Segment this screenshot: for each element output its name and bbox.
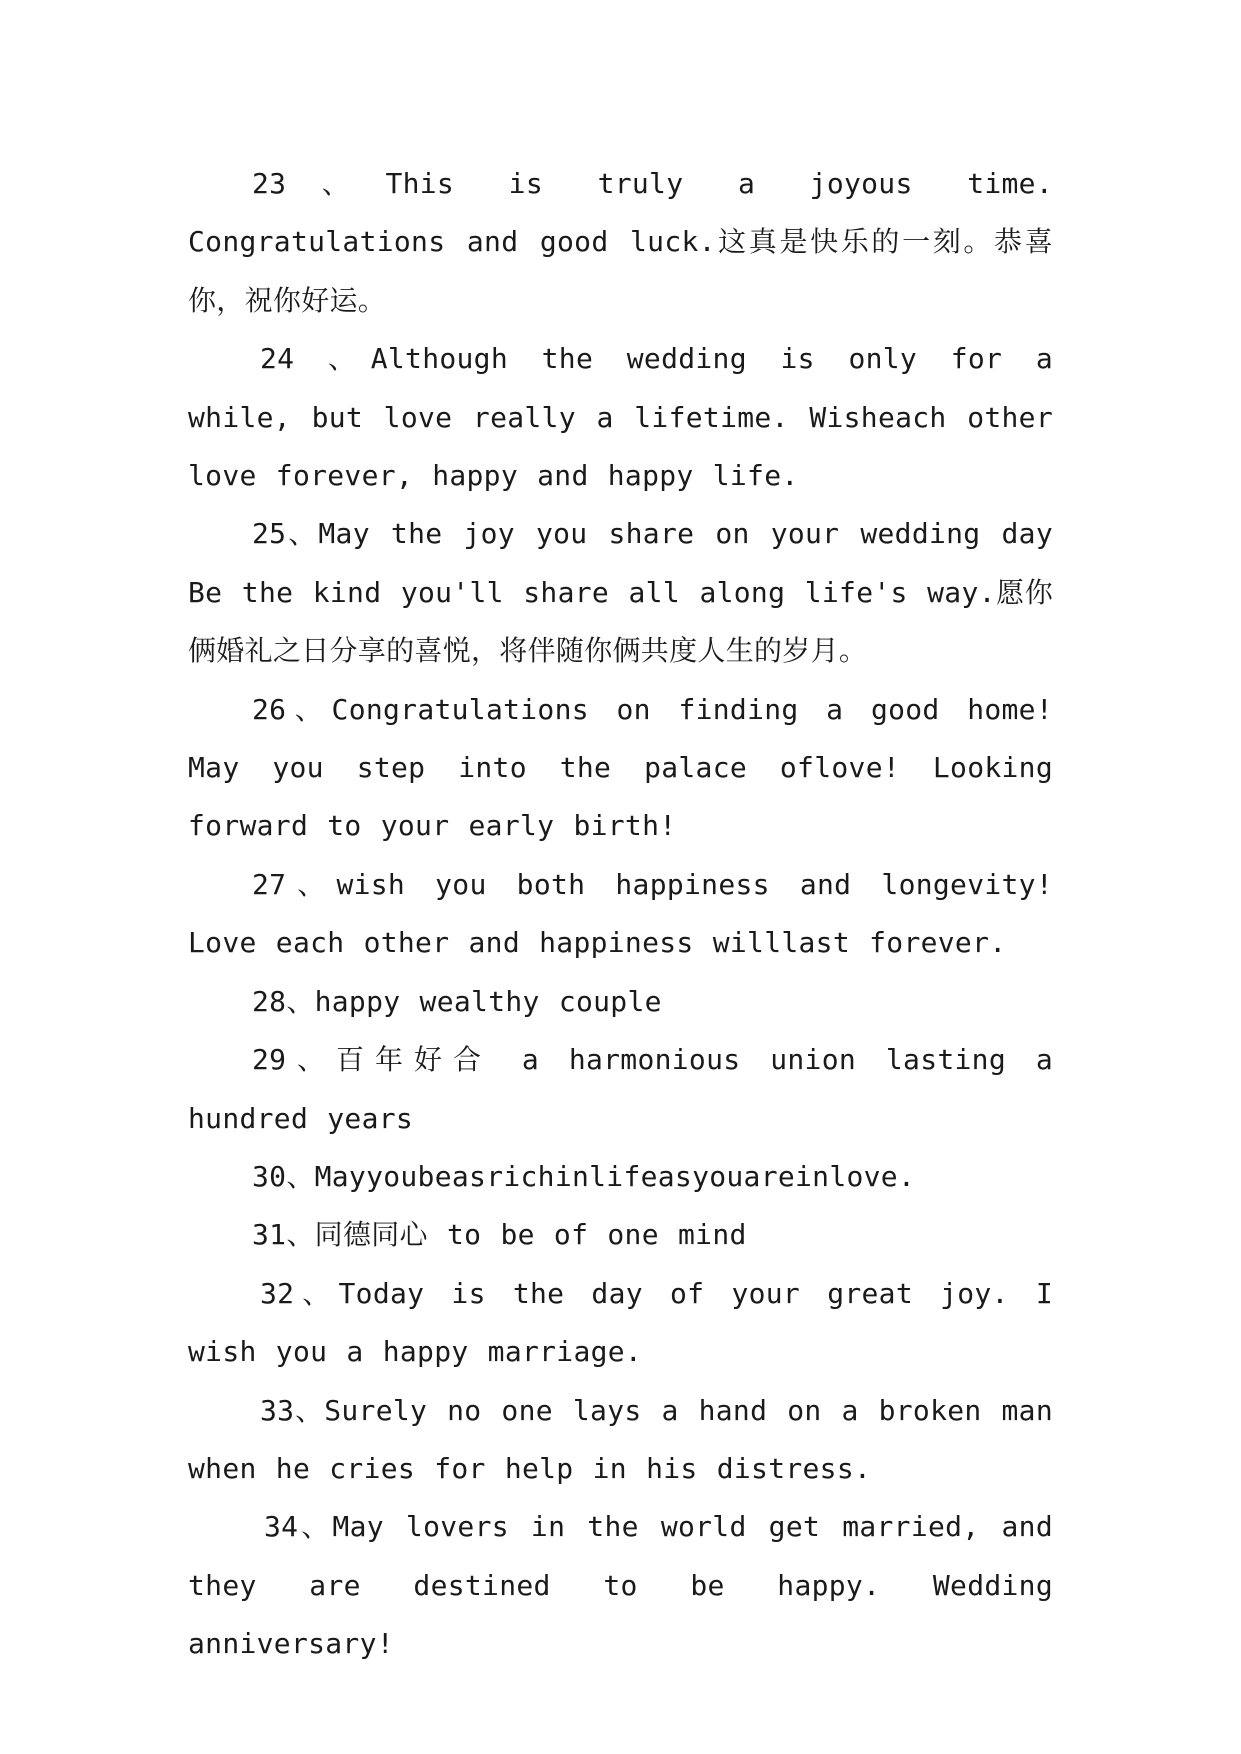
paragraph-24: 24 、Although the wedding is only for a while, but love really a lifetime. Wisheach other love forever, happy and happy life.	[188, 342, 1053, 493]
paragraph-32: 32、Today is the day of your great joy. I wish you a happy marriage.	[188, 1276, 1053, 1369]
paragraph-29: 29、百年好合 a harmonious union lasting a hundred years	[188, 1043, 1053, 1135]
paragraph-30: 30、Mayyoubeasrichinlifeasyouareinlove.	[252, 1159, 916, 1193]
paragraph-26: 26、Congratulations on finding a good home! May you step into the palace oflove! Looking forward to your early birth!	[188, 692, 1053, 843]
paragraph-25: 25、May the joy you share on your wedding day Be the kind you'll share all along life's way.愿你俩婚礼之日分享的喜悦，将伴随你俩共度人生的岁月。	[188, 517, 1053, 668]
paragraph-31: 31、同德同心 to be of one mind	[252, 1218, 747, 1252]
paragraph-34: 34、May lovers in the world get married, and they are destined to be happy. Wedding anniversary!	[188, 1510, 1053, 1661]
paragraph-27: 27、wish you both happiness and longevity! Love each other and happiness willlast forever.	[188, 867, 1053, 960]
paragraph-23: 23、This is truly a joyous time. Congratulations and good luck.这真是快乐的一刻。恭喜你，祝你好运。	[188, 167, 1053, 317]
document-body	[188, 155, 1053, 1674]
paragraph-33: 33、Surely no one lays a hand on a broken man when he cries for help in his distress.	[188, 1393, 1053, 1485]
paragraph-28: 28、happy wealthy couple	[252, 984, 662, 1018]
